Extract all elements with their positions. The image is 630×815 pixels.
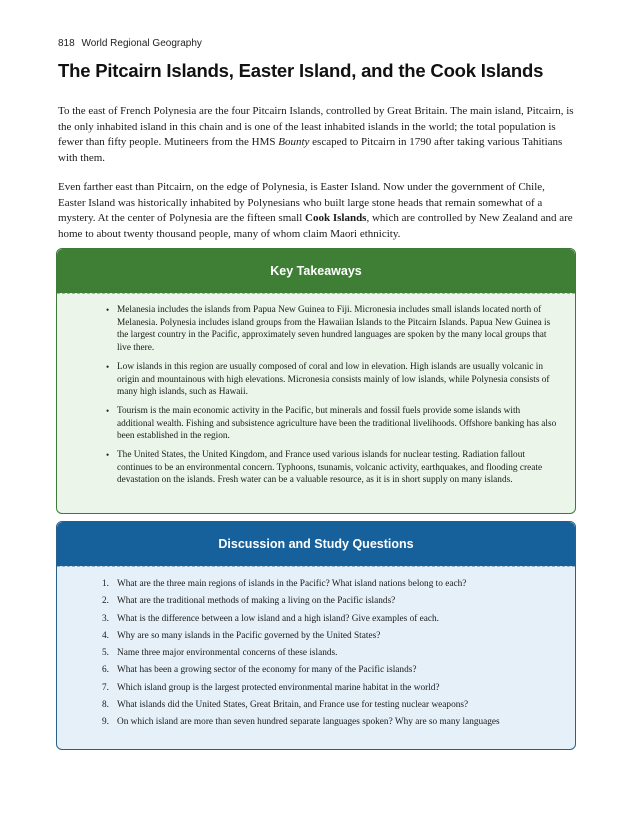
question-text: What is the difference between a low island and a high island? Give examples of each. — [117, 613, 439, 624]
key-term: Cook Islands — [305, 212, 367, 225]
list-item — [102, 680, 562, 697]
question-number: 2. — [102, 596, 109, 607]
list-item — [102, 662, 562, 679]
question-text: Name three major environmental concerns of these islands. — [117, 648, 338, 659]
key-takeaways-title: Key Takeaways — [57, 249, 575, 293]
paragraph-text: To the east of French Polynesia are the four Pitcairn Islands, controlled by Great Britain. The main island, Pitcairn, is the only inhabited island in this chain and is one of the least inhabited islands in the world; the total population is fewer than fifty people. Mutineers from the HMS — [58, 105, 574, 149]
key-takeaways-box — [56, 248, 576, 514]
paragraph-text: , which are controlled by New Zealand and are home to about twenty thousand people, many of whom claim Maori ethnicity. — [58, 212, 573, 241]
list-item: • Melanesia includes the islands from Papua New Guinea to Fiji. Micronesia includes small islands located north of Melanesia. Polynesia includes island groups from the Hawaiian Islands to the Pitcairn Islands. Papua New Guinea is the largest country in the Pacific, approximately seven hundred languages are spoken by the many local groups that live there. — [117, 304, 557, 355]
key-takeaways-body — [57, 293, 575, 487]
section-title: The Pitcairn Islands, Easter Island, and the Cook Islands — [58, 60, 544, 81]
question-text: What islands did the United States, Great Britain, and France use for testing nuclear weapons? — [117, 700, 469, 711]
list-item: • Low islands in this region are usually composed of coral and low in elevation. High islands are usually volcanic in origin and mountainous with high elevations. Micronesia consists mainly of low islands, while Polynesia consists of many high islands, such as Hawaii. — [117, 361, 557, 399]
questions-list — [57, 576, 562, 732]
discussion-body — [57, 566, 575, 732]
running-head — [58, 38, 202, 49]
paragraph-pitcairn — [58, 104, 574, 167]
list-item — [102, 697, 562, 714]
paragraph-text: Even farther east than Pitcairn, on the edge of Polynesia, is Easter Island. Now under the government of Chile, Easter Island was historically inhabited by Polynesians who built large stone heads that remain somewhat of a mystery. At the center of Polynesia are the fifteen small — [58, 181, 545, 225]
question-text: Why are so many islands in the Pacific governed by the United States? — [117, 630, 381, 641]
question-number: 1. — [102, 579, 109, 589]
list-item — [102, 576, 562, 593]
list-item — [102, 628, 562, 645]
takeaways-list — [57, 304, 557, 487]
paragraph-text: escaped to Pitcairn in 1790 after taking various Tahitians with them. — [58, 136, 563, 165]
question-text: On which island are more than seven hundred separate languages spoken? Why are so many languages — [117, 717, 500, 728]
question-number: 4. — [102, 630, 109, 641]
book-title: World Regional Geography — [81, 38, 202, 49]
question-number: 3. — [102, 613, 109, 624]
question-text: What has been a growing sector of the economy for many of the Pacific islands? — [117, 665, 417, 676]
list-item — [102, 714, 562, 731]
discussion-title: Discussion and Study Questions — [57, 522, 575, 566]
page-number: 818 — [58, 38, 75, 49]
list-item: • Tourism is the main economic activity in the Pacific, but minerals and fossil fuels provide some islands with additional wealth. Fishing and subsistence agriculture have been the traditional livelihoods. Offshore banking has also been established in the region. — [117, 405, 557, 443]
discussion-box — [56, 521, 576, 750]
question-number: 8. — [102, 700, 109, 711]
list-item — [102, 593, 562, 610]
question-number: 9. — [102, 717, 109, 728]
list-item — [102, 611, 562, 628]
question-number: 7. — [102, 682, 109, 693]
ship-name: Bounty — [278, 136, 310, 149]
list-item: • The United States, the United Kingdom, and France used various islands for nuclear testing. Radiation fallout continues to be an environmental concern. Typhoons, tsunamis, volcanic activity, earthquakes, and flooding create devastation on the islands. Fresh water can be a valuable resource, as it is in short supply on many islands. — [117, 449, 557, 487]
list-item — [102, 645, 562, 662]
paragraph-easter-cook — [58, 180, 574, 243]
question-text: What are the traditional methods of making a living on the Pacific islands? — [117, 596, 396, 607]
question-text: Which island group is the largest protected environmental marine habitat in the world? — [117, 682, 440, 693]
question-number: 6. — [102, 665, 109, 676]
question-text: What are the three main regions of islands in the Pacific? What island nations belong to each? — [117, 579, 467, 589]
question-number: 5. — [102, 648, 109, 659]
